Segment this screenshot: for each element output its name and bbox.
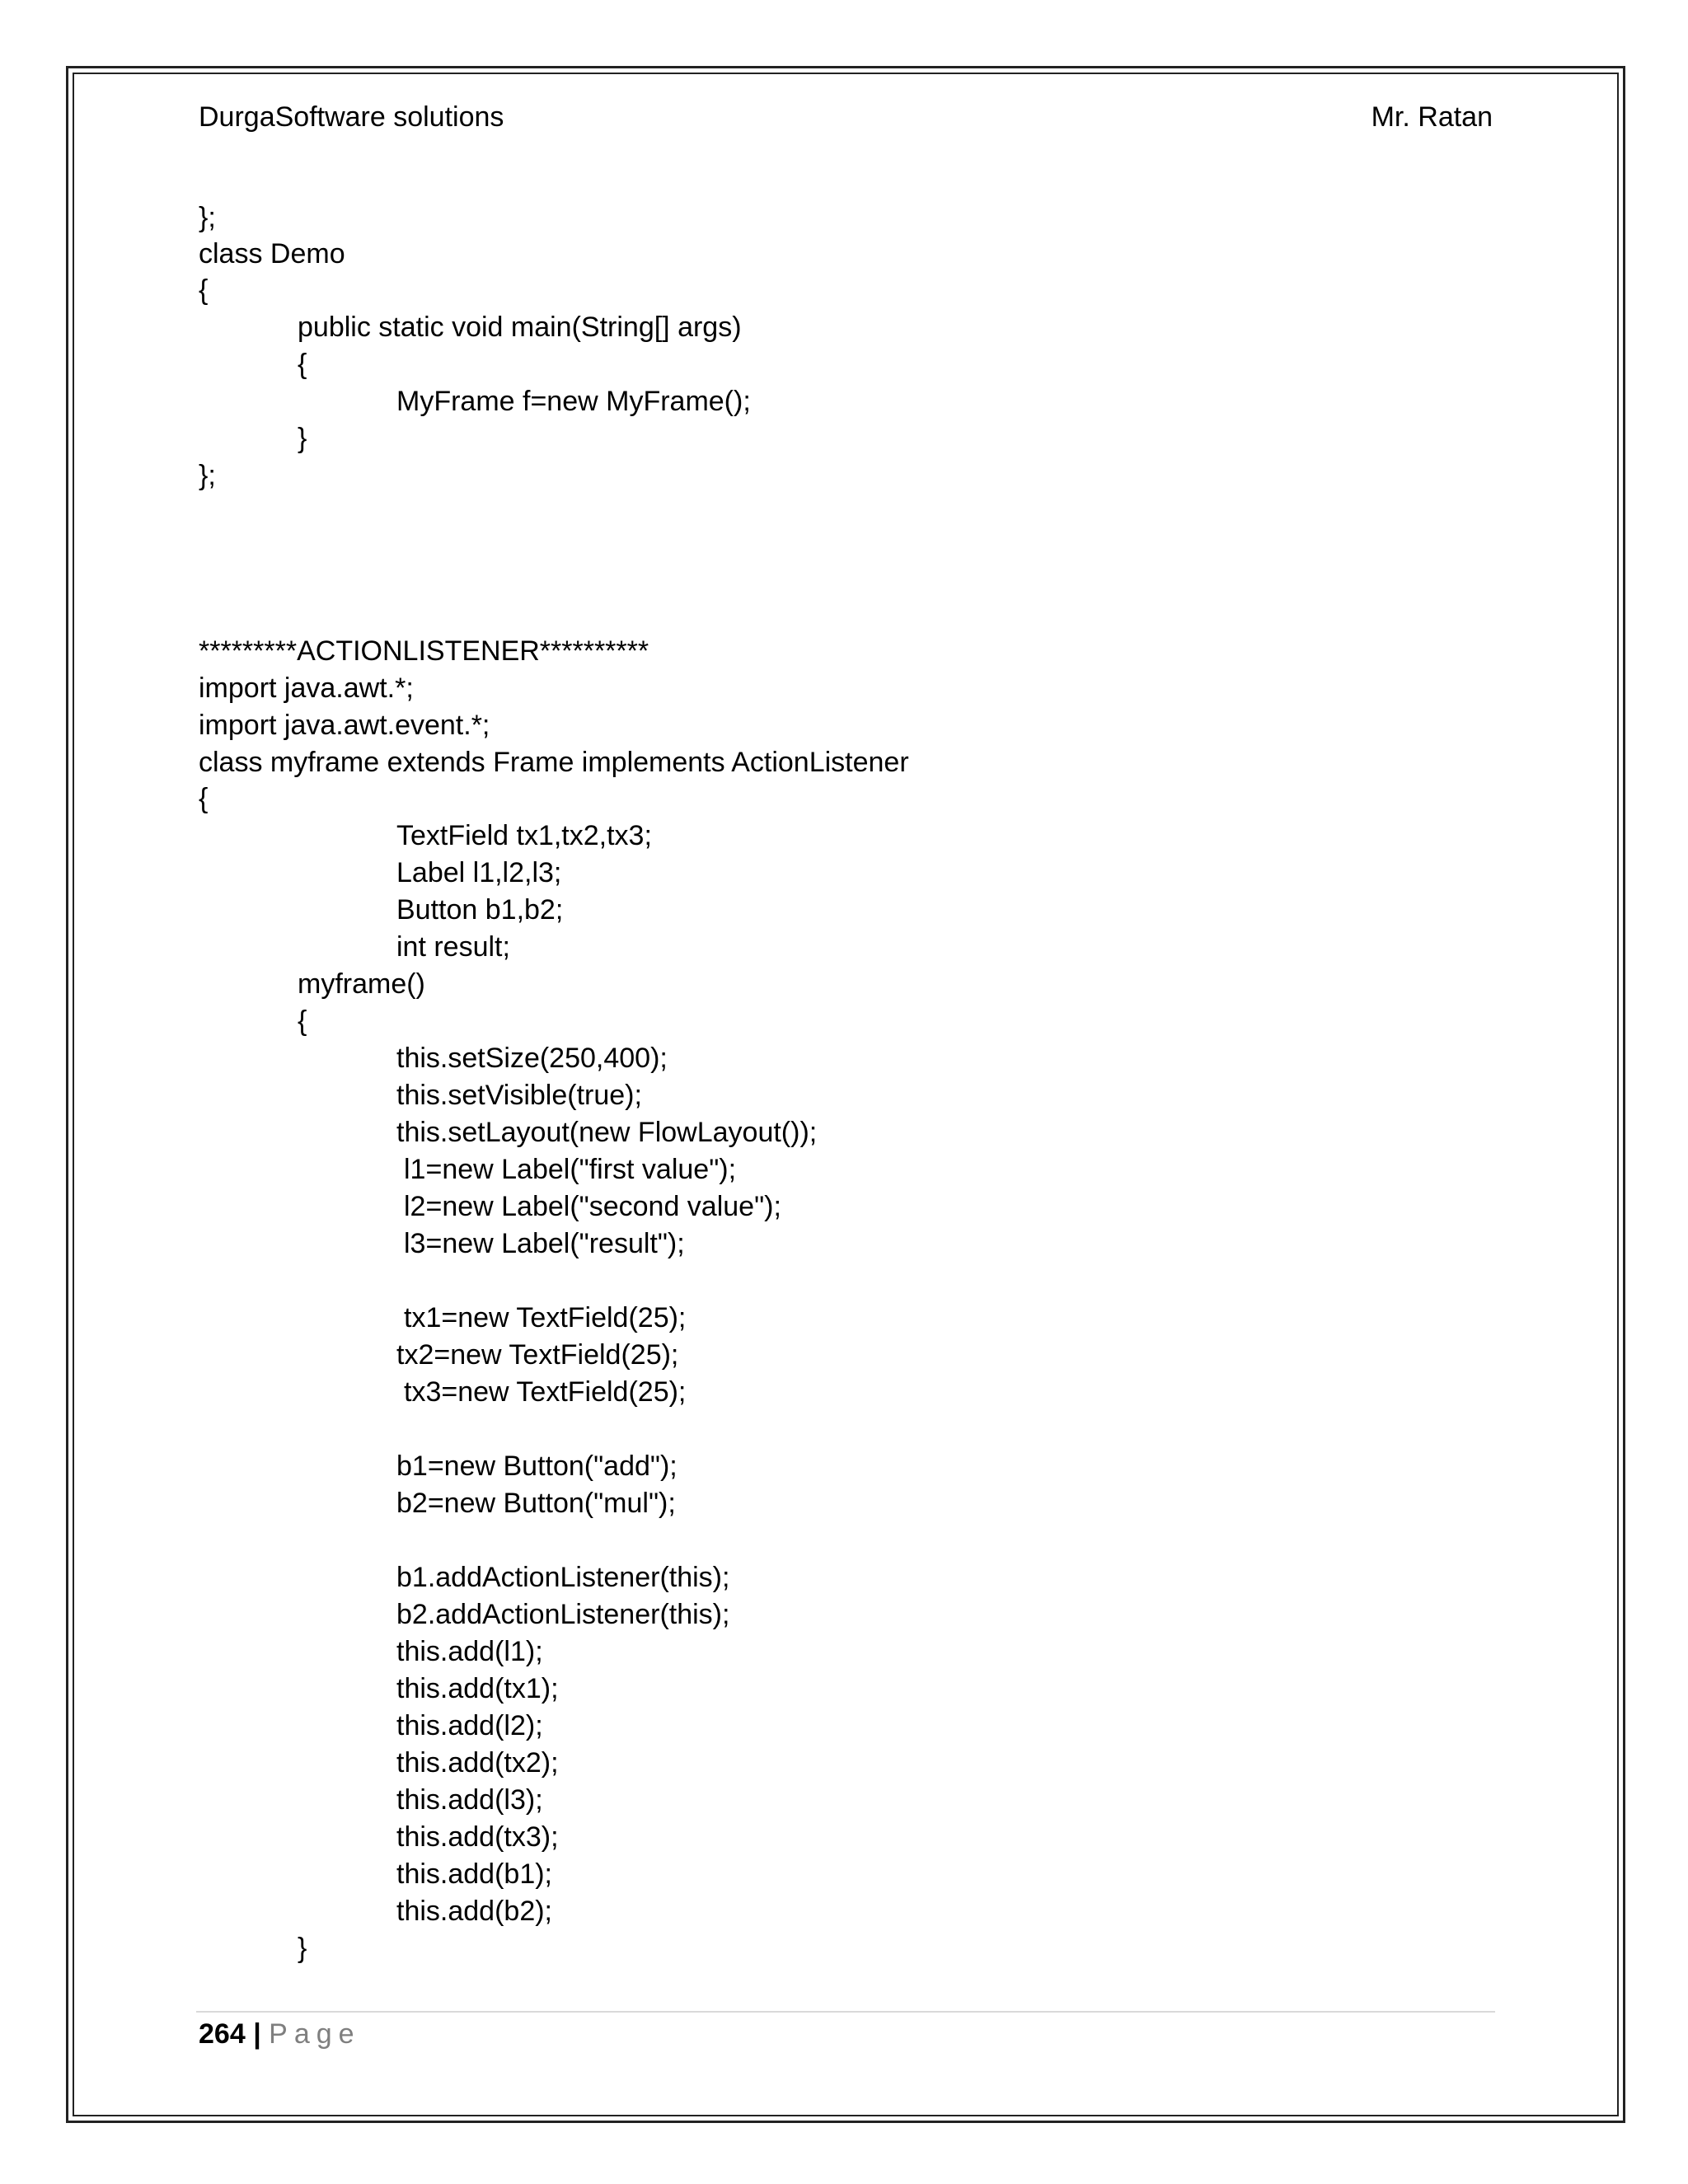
code-line: this.add(tx2);	[396, 1747, 559, 1779]
code-line: import java.awt.event.*;	[199, 710, 490, 741]
code-line: this.add(l2);	[396, 1710, 543, 1741]
code-line: {	[199, 783, 209, 814]
code-line: public static void main(String[] args)	[298, 312, 742, 343]
section-heading: *********ACTIONLISTENER**********	[199, 635, 649, 667]
code-line: {	[199, 274, 209, 306]
code-line: }	[298, 1933, 307, 1964]
code-line: b2.addActionListener(this);	[396, 1599, 730, 1630]
code-line: myframe()	[298, 968, 425, 1000]
code-line: class Demo	[199, 238, 345, 269]
code-line: {	[298, 349, 307, 380]
code-line: tx2=new TextField(25);	[396, 1339, 679, 1371]
code-line: this.add(tx3);	[396, 1821, 559, 1853]
code-line: this.setLayout(new FlowLayout());	[396, 1117, 818, 1148]
footer-divider	[196, 2011, 1495, 2013]
code-line: int result;	[396, 931, 510, 963]
code-line: this.setVisible(true);	[396, 1080, 642, 1111]
code-line: l2=new Label("second value");	[404, 1191, 781, 1222]
code-line: {	[298, 1005, 307, 1037]
code-line: b2=new Button("mul");	[396, 1488, 676, 1519]
header-author: Mr. Ratan	[1371, 101, 1493, 133]
code-line: Label l1,l2,l3;	[396, 857, 562, 888]
code-line: TextField tx1,tx2,tx3;	[396, 820, 652, 851]
code-line: };	[199, 202, 216, 233]
code-line: tx1=new TextField(25);	[404, 1302, 687, 1333]
code-line: };	[199, 460, 216, 491]
code-line: b1=new Button("add");	[396, 1451, 678, 1482]
code-line: class myframe extends Frame implements ActionListener	[199, 747, 909, 778]
page-number: 264	[199, 2018, 246, 2050]
header-company: DurgaSoftware solutions	[199, 101, 504, 133]
code-line: l3=new Label("result");	[404, 1228, 685, 1259]
code-line: import java.awt.*;	[199, 673, 414, 704]
code-line: this.setSize(250,400);	[396, 1043, 668, 1074]
code-line: tx3=new TextField(25);	[404, 1376, 687, 1408]
code-line: this.add(b1);	[396, 1858, 552, 1890]
code-line: this.add(l3);	[396, 1784, 543, 1816]
code-line: Button b1,b2;	[396, 894, 564, 926]
page-footer	[199, 2016, 361, 2052]
page-label: Page	[269, 2018, 361, 2050]
page-separator: |	[253, 2018, 261, 2050]
code-line: MyFrame f=new MyFrame();	[396, 386, 751, 417]
code-line: b1.addActionListener(this);	[396, 1562, 730, 1593]
code-line: this.add(tx1);	[396, 1673, 559, 1704]
code-line: }	[298, 423, 307, 454]
code-line: this.add(b2);	[396, 1896, 552, 1927]
code-line: l1=new Label("first value");	[404, 1154, 737, 1185]
code-line: this.add(l1);	[396, 1636, 543, 1667]
